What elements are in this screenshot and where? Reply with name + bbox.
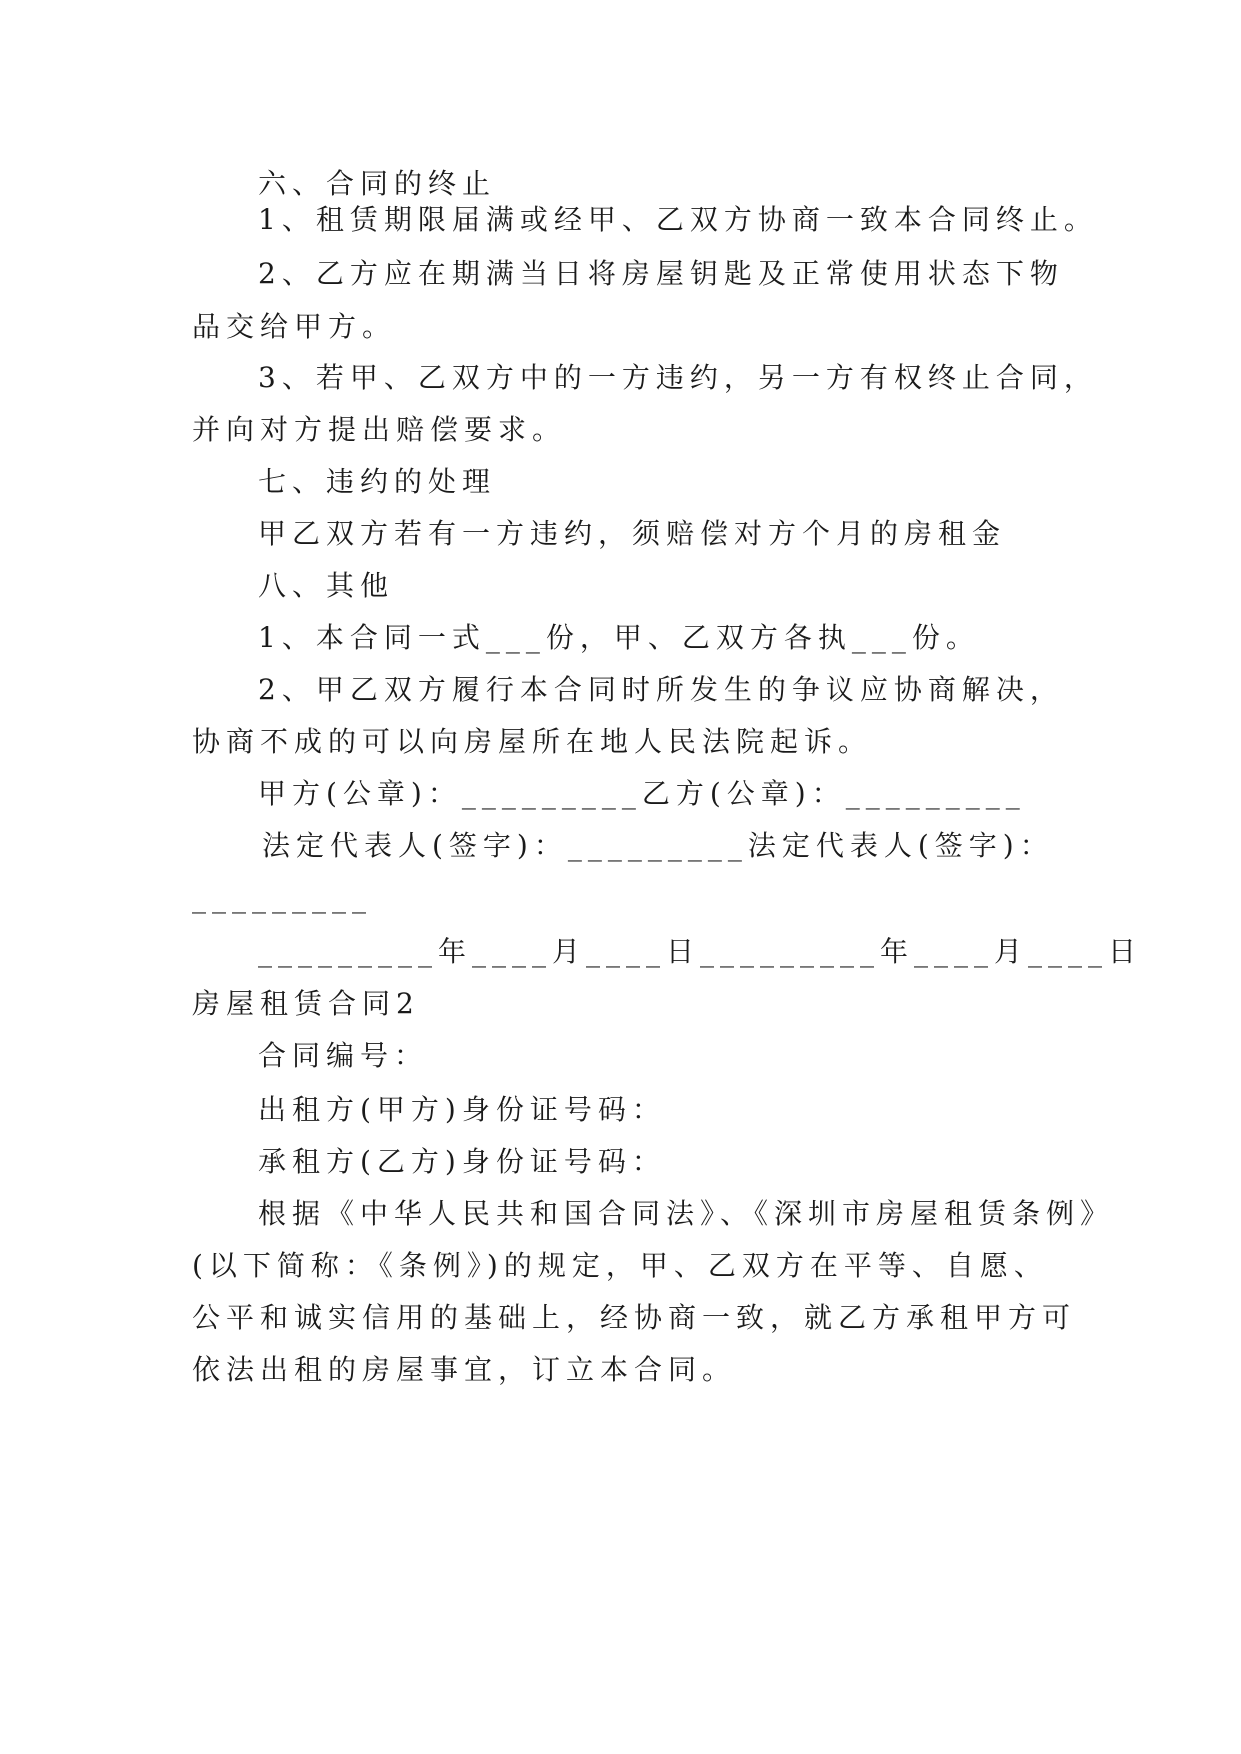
paragraph-line: 依法出租的房屋事宜，订立本合同。: [192, 1353, 737, 1386]
section-heading-termination: 六、合同的终止: [258, 167, 497, 200]
contract-number-label: 合同编号：: [258, 1039, 429, 1072]
lessor-id-label: 出租方(甲方)身份证号码：: [258, 1093, 666, 1126]
section-heading-other: 八、其他: [258, 569, 395, 602]
paragraph-line: (以下简称：《条例》)的规定，甲、乙双方在平等、自愿、: [192, 1249, 1048, 1282]
paragraph-line: 根据《中华人民共和国合同法》、《深圳市房屋租赁条例》: [258, 1197, 1115, 1230]
contract-title: 房屋租赁合同2: [192, 987, 420, 1020]
paragraph-line: 1、租赁期限届满或经甲、乙双方协商一致本合同终止。: [258, 203, 1098, 236]
section-heading-breach: 七、违约的处理: [258, 465, 497, 498]
signature-seal-line: 甲方(公章)：_________乙方(公章)：_________: [258, 777, 1026, 810]
signature-representative-line: 法定代表人(签字)：_________法定代表人(签字)：: [262, 829, 1054, 862]
paragraph-line: 协商不成的可以向房屋所在地人民法院起诉。: [192, 725, 873, 758]
signature-blank-line: _________: [192, 881, 372, 914]
paragraph-line: 3、若甲、乙双方中的一方违约，另一方有权终止合同，: [258, 361, 1098, 394]
paragraph-line: 2、甲乙双方履行本合同时所发生的争议应协商解决，: [258, 673, 1064, 706]
paragraph-line: 甲乙双方若有一方违约，须赔偿对方个月的房租金: [258, 517, 1007, 550]
date-line: _________年____月____日_________年____月____日: [258, 935, 1143, 968]
paragraph-line: 品交给甲方。: [192, 310, 397, 343]
lessee-id-label: 承租方(乙方)身份证号码：: [258, 1145, 666, 1178]
paragraph-line: 2、乙方应在期满当日将房屋钥匙及正常使用状态下物: [258, 257, 1064, 290]
paragraph-line: 并向对方提出赔偿要求。: [192, 413, 567, 446]
paragraph-line: 公平和诚实信用的基础上，经协商一致，就乙方承租甲方可: [192, 1301, 1077, 1334]
paragraph-line: 1、本合同一式___份，甲、乙双方各执___份。: [258, 621, 980, 654]
